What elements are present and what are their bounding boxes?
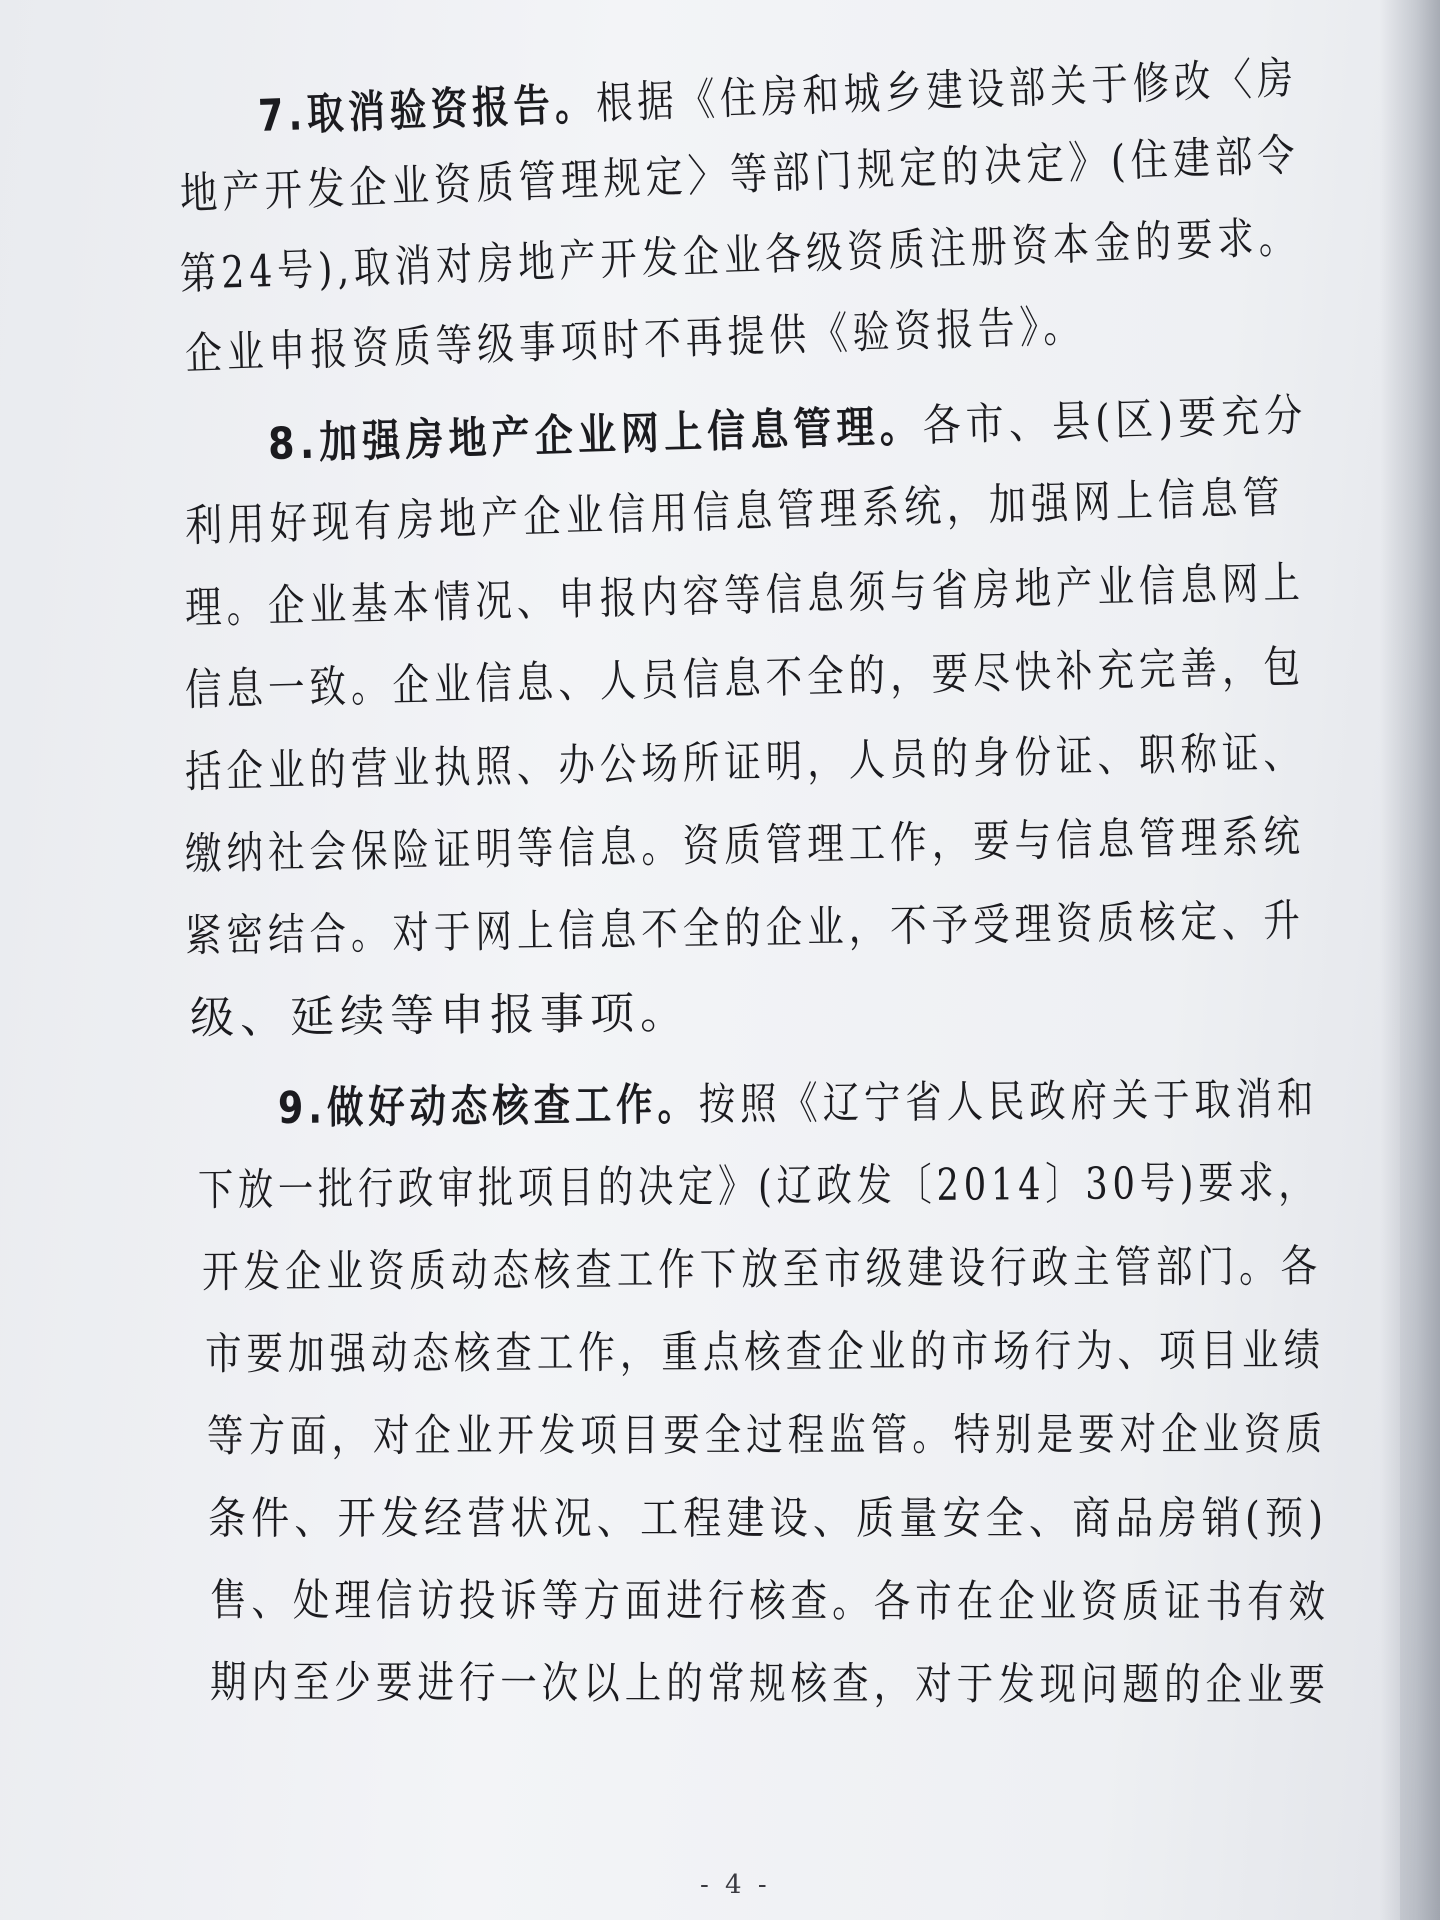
line-9: 括企业的营业执照、办公场所证明，人员的身份证、职称证、	[184, 727, 1306, 798]
line-5: 8.加强房地产企业网上信息管理。各市、县(区)要充分	[267, 389, 1309, 470]
line-19: 售、处理信访投诉等方面进行核查。各市在企业资质证书有效	[209, 1575, 1330, 1628]
heading-item-9: 9.做好动态核查工作。	[277, 1079, 700, 1134]
line-6: 利用好现有房地产企业信用信息管理系统，加强网上信息管	[184, 472, 1286, 552]
line-1: 7.取消验资报告。根据《住房和城乡建设部关于修改〈房	[257, 52, 1299, 142]
heading-item-8: 8.加强房地产企业网上信息管理。	[267, 400, 924, 470]
line-11: 紧密结合。对于网上信息不全的企业，不予受理资质核定、升	[184, 895, 1306, 962]
line-10: 缴纳社会保险证明等信息。资质管理工作，要与信息管理系统	[184, 811, 1306, 880]
line-17: 等方面，对企业开发项目要全过程监管。特别是要对企业资质	[206, 1409, 1328, 1462]
line-18: 条件、开发经营状况、工程建设、质量安全、商品房销(预)	[208, 1493, 1329, 1544]
line-14: 下放一批行政审批项目的决定》(辽政发〔2014〕30号)要求，	[197, 1157, 1319, 1216]
line-16: 市要加强动态核查工作，重点核查企业的市场行为、项目业绩	[204, 1325, 1326, 1380]
line-7: 理。企业基本情况、申报内容等信息须与省房地产业信息网上	[184, 557, 1306, 634]
line-13: 9.做好动态核查工作。按照《辽宁省人民政府关于取消和	[277, 1073, 1319, 1134]
page-number: - 4 -	[700, 1870, 771, 1900]
line-3: 第24号),取消对房地产开发企业各级资质注册资本金的要求。	[179, 211, 1301, 300]
line-8: 信息一致。企业信息、人员信息不全的，要尽快补充完善，包	[184, 641, 1306, 716]
heading-item-7: 7.取消验资报告。	[257, 78, 598, 142]
line-15: 开发企业资质动态核查工作下放至市级建设行政主管部门。各	[201, 1241, 1323, 1298]
line-12: 级、延续等申报事项。	[189, 987, 691, 1044]
line-2: 地产开发企业资质管理规定〉等部门规定的决定》(住建部令	[179, 129, 1301, 220]
line-4: 企业申报资质等级事项时不再提供《验资报告》。	[184, 300, 1086, 380]
line-20: 期内至少要进行一次以上的常规核查，对于发现问题的企业要	[209, 1657, 1331, 1711]
